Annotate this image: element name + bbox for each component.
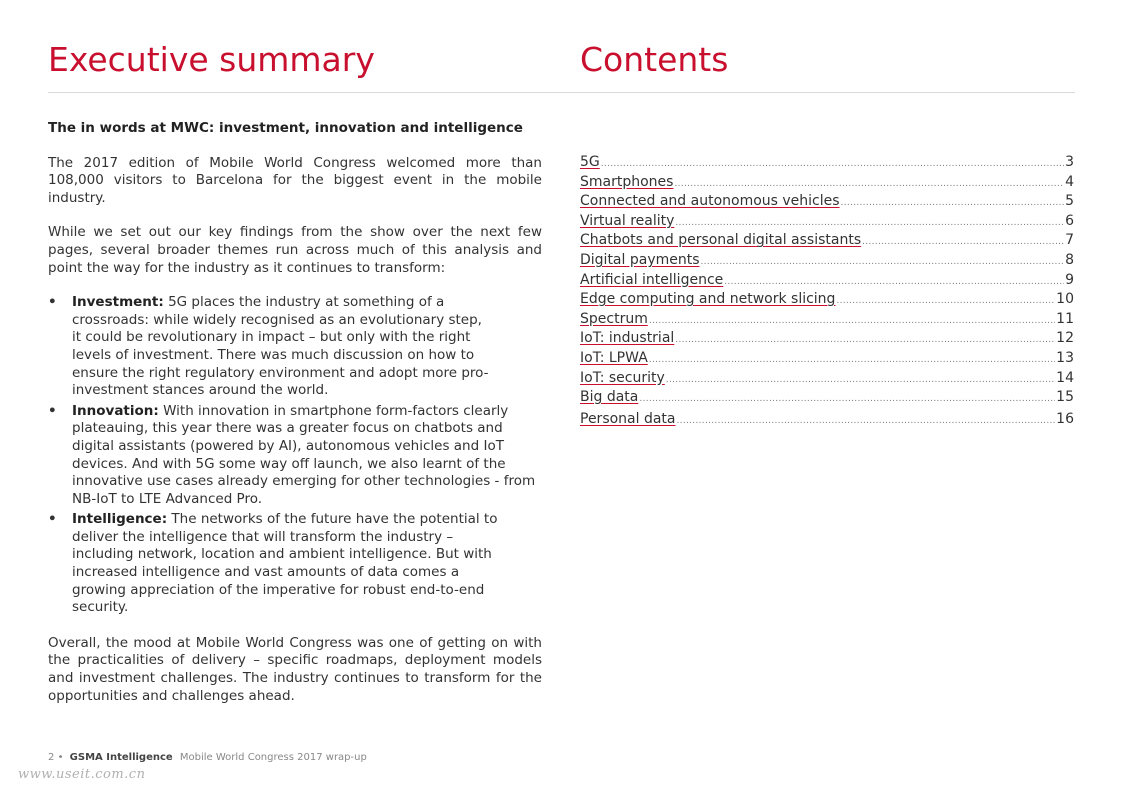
toc-item-personal-data	[580, 411, 1074, 431]
toc-page-number: 16	[1056, 410, 1074, 427]
theme-text: The networks of the future have the potential to deliver the intelligence that will transform the industry – including network, location and ambient intelligence. But with increased intelligence and vast amounts of data comes a growing appreciation of the imperative for robust end-to-end security.	[72, 511, 498, 616]
toc-page-number: 3	[1065, 154, 1074, 170]
closing-paragraph: Overall, the mood at Mobile World Congress was one of getting on with the practicalities of delivery – specific roadmaps, deployment models and investment challenges. The industry continues to transform for the opportunities and challenges ahead.	[48, 634, 542, 704]
bullet-dot: •	[48, 402, 57, 419]
toc-item-payments	[580, 252, 1074, 272]
themes-paragraph: While we set out our key findings from the show over the next few pages, several broader themes run across much of this analysis and point the way for the industry as it continues to transform:	[48, 224, 542, 276]
summary-subheading: The in words at MWC: investment, innovation and intelligence	[48, 120, 523, 136]
dot-leader	[675, 215, 1064, 233]
dot-leader	[649, 313, 1055, 331]
toc-link[interactable]: Big data	[580, 389, 639, 406]
dot-leader	[639, 391, 1055, 409]
toc-link[interactable]: Digital payments	[580, 251, 700, 268]
toc-link[interactable]: Personal data	[580, 410, 676, 427]
theme-innovation	[48, 403, 542, 509]
executive-summary-body	[48, 120, 542, 705]
toc-link[interactable]: Edge computing and network slicing	[580, 291, 836, 308]
toc-item-vehicles	[580, 193, 1074, 213]
toc-link[interactable]: Artificial intelligence	[580, 271, 724, 288]
header-divider	[48, 92, 1075, 93]
theme-text: With innovation in smartphone form-factors clearly plateauing, this year there was a greater focus on chatbots and digital assistants (powered by AI), autonomous vehicles and IoT devices. And with 5G some way off launch, we also learnt of the innovative use cases already emerging for other technologies - from NB-IoT to LTE Advanced Pro.	[72, 402, 536, 507]
footer-document-title: Mobile World Congress 2017 wrap-up	[179, 752, 367, 763]
toc-page-number: 11	[1056, 310, 1074, 327]
toc-item-vr	[580, 213, 1074, 233]
dot-leader	[862, 234, 1064, 252]
page-number: 2	[48, 752, 55, 763]
toc-item-smartphones	[580, 174, 1074, 194]
toc-item-iot-security	[580, 370, 1074, 390]
toc-item-ai	[580, 272, 1074, 292]
toc-page-number: 8	[1065, 251, 1074, 268]
toc-link[interactable]: 5G	[580, 154, 600, 170]
toc-link[interactable]: IoT: LPWA	[580, 349, 648, 366]
toc-page-number: 13	[1056, 349, 1074, 366]
theme-text: 5G places the industry at something of a crossroads: while widely recognised as an evolutionary step, it could be revolutionary in impact – but only with the right levels of investment. There was much discussion on how to ensure the right regulatory environment and adopt more pro-investment stances around the world.	[72, 294, 489, 399]
footer-separator: •	[57, 752, 64, 763]
dot-leader	[674, 176, 1064, 194]
toc-page-number: 7	[1065, 232, 1074, 249]
toc-link[interactable]: IoT: security	[580, 369, 665, 386]
toc-link[interactable]: Chatbots and personal digital assistants	[580, 232, 862, 249]
toc-item-edge	[580, 291, 1074, 311]
watermark: www.useit.com.cn	[18, 767, 146, 782]
intro-paragraph: The 2017 edition of Mobile World Congress welcomed more than 108,000 visitors to Barcelona for the biggest event in the mobile industry.	[48, 154, 542, 206]
table-of-contents	[580, 154, 1074, 430]
bullet-dot: •	[48, 294, 57, 311]
page-footer	[48, 752, 367, 763]
dot-leader	[841, 195, 1065, 213]
dot-leader	[701, 254, 1065, 272]
dot-leader	[666, 372, 1055, 390]
toc-page-number: 4	[1065, 173, 1074, 190]
toc-link[interactable]: Spectrum	[580, 310, 648, 327]
toc-link[interactable]: Connected and autonomous vehicles	[580, 193, 840, 210]
toc-item-big-data	[580, 389, 1074, 409]
toc-link[interactable]: IoT: industrial	[580, 330, 675, 347]
toc-item-5g	[580, 154, 1074, 174]
toc-page-number: 14	[1056, 369, 1074, 386]
theme-investment	[48, 294, 542, 400]
toc-item-chatbots	[580, 232, 1074, 252]
dot-leader	[601, 156, 1064, 174]
toc-link[interactable]: Smartphones	[580, 173, 674, 190]
toc-page-number: 15	[1056, 389, 1074, 406]
footer-brand: GSMA Intelligence	[69, 752, 173, 763]
toc-page-number: 5	[1065, 193, 1074, 210]
theme-intelligence	[48, 511, 542, 617]
theme-label: Investment:	[72, 294, 164, 311]
toc-item-iot-industrial	[580, 330, 1074, 350]
dot-leader	[649, 352, 1055, 370]
toc-page-number: 9	[1065, 271, 1074, 288]
toc-page-number: 12	[1056, 330, 1074, 347]
bullet-dot: •	[48, 511, 57, 528]
executive-summary-title: Executive summary	[48, 40, 375, 79]
dot-leader	[836, 293, 1055, 311]
dot-leader	[724, 274, 1064, 292]
toc-item-spectrum	[580, 311, 1074, 331]
theme-label: Innovation:	[72, 402, 159, 419]
toc-page-number: 10	[1056, 291, 1074, 308]
dot-leader	[675, 332, 1055, 350]
toc-item-iot-lpwa	[580, 350, 1074, 370]
theme-label: Intelligence:	[72, 511, 168, 528]
toc-link[interactable]: Virtual reality	[580, 212, 675, 229]
toc-page-number: 6	[1065, 212, 1074, 229]
themes-list	[48, 294, 542, 617]
contents-title: Contents	[580, 40, 729, 79]
dot-leader	[677, 413, 1056, 431]
